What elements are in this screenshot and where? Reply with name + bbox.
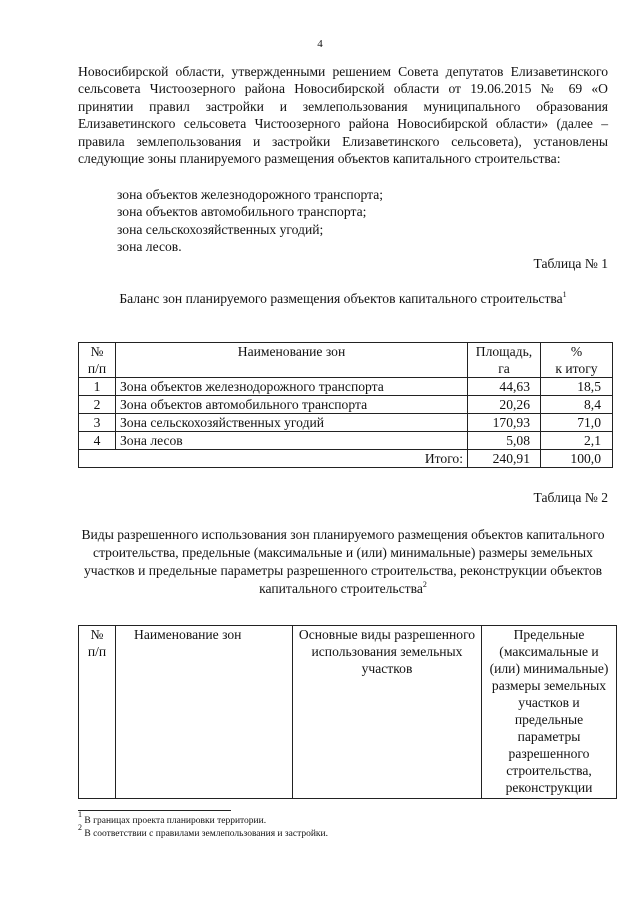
table-row [79, 378, 613, 396]
footnote: $^2$ В соответствии с правилами землепользования и застройки. [78, 823, 329, 839]
table-total-row [79, 450, 613, 468]
footnote-mark-2: 2 [422, 580, 427, 589]
total-pct: 100,0 [541, 450, 613, 468]
table2-label: Таблица № 2 [533, 490, 608, 505]
cell-area: 44,63 [468, 378, 541, 396]
header-area: Площадь, га [468, 343, 541, 378]
zone-list-item: зона сельскохозяйственных угодий; [117, 221, 324, 237]
zone-list-item: зона лесов. [117, 239, 182, 255]
header-limits: Предельные (максимальные и (или) минимальные) размеры земельных участков и предельные параметры разрешенного строительства, реконструкции [482, 626, 617, 799]
footnotes [78, 810, 329, 841]
cell-num: 4 [79, 432, 116, 450]
table2-caption [78, 526, 608, 598]
table-row [79, 432, 613, 450]
cell-num: 3 [79, 414, 116, 432]
zone-list [117, 186, 383, 256]
total-label: Итого: [79, 450, 468, 468]
header-pct: % к итогу [541, 343, 613, 378]
permitted-use-table [78, 625, 617, 799]
table-header-row [79, 343, 613, 378]
cell-area: 5,08 [468, 432, 541, 450]
cell-area: 20,26 [468, 396, 541, 414]
page-number: 4 [317, 38, 323, 50]
cell-pct: 8,4 [541, 396, 613, 414]
table2-caption-text: Виды разрешенного использования зон планируемого размещения объектов капитального строительства, предельные (максимальные и (или) минимальные) размеры земельных участков и предельные параметры разрешенного строительства, реконструкции объектов капитального строительства [81, 527, 605, 596]
cell-area: 170,93 [468, 414, 541, 432]
zone-list-item: зона объектов железнодорожного транспорта; [117, 187, 384, 202]
table1-caption-text: Баланс зон планируемого размещения объектов капитального строительства [119, 291, 563, 306]
header-name: Наименование зон [116, 626, 293, 799]
header-num: № п/п [79, 626, 116, 799]
total-area: 240,91 [468, 450, 541, 468]
footnote: $^1$ В границах проекта планировки территории. [78, 810, 267, 826]
cell-name: Зона лесов [116, 432, 468, 450]
table-header-row [79, 626, 617, 799]
cell-pct: 2,1 [541, 432, 613, 450]
cell-pct: 71,0 [541, 414, 613, 432]
cell-name: Зона объектов автомобильного транспорта [116, 396, 468, 414]
table1-caption [78, 290, 608, 308]
footnote-divider [78, 810, 231, 811]
cell-num: 1 [79, 378, 116, 396]
cell-num: 2 [79, 396, 116, 414]
table1-label: Таблица № 1 [533, 256, 608, 271]
cell-name: Зона объектов железнодорожного транспорта [116, 378, 468, 396]
intro-paragraph: Новосибирской области, утвержденными решением Совета депутатов Елизаветинского сельсовета Чистоозерного района Новосибирской области от 19.06.2015 № 69 «О принятии правил застройки и землепользования муниципального образования Елизаветинского сельсовета Чистоозерного района Новосибирской области» (далее – правила землепользования и застройки Елизаветинского сельсовета), установлены следующие зоны планируемого размещения объектов капитального строительства: [78, 64, 608, 167]
table-row [79, 396, 613, 414]
zone-balance-table [78, 342, 613, 468]
table-row [79, 414, 613, 432]
header-main-uses: Основные виды разрешенного использования земельных участков [293, 626, 482, 799]
cell-pct: 18,5 [541, 378, 613, 396]
zone-list-item: зона объектов автомобильного транспорта; [117, 204, 367, 220]
cell-name: Зона сельскохозяйственных угодий [116, 414, 468, 432]
footnote-mark-1: 1 [562, 290, 567, 299]
header-num: № п/п [79, 343, 116, 378]
header-name: Наименование зон [116, 343, 468, 378]
